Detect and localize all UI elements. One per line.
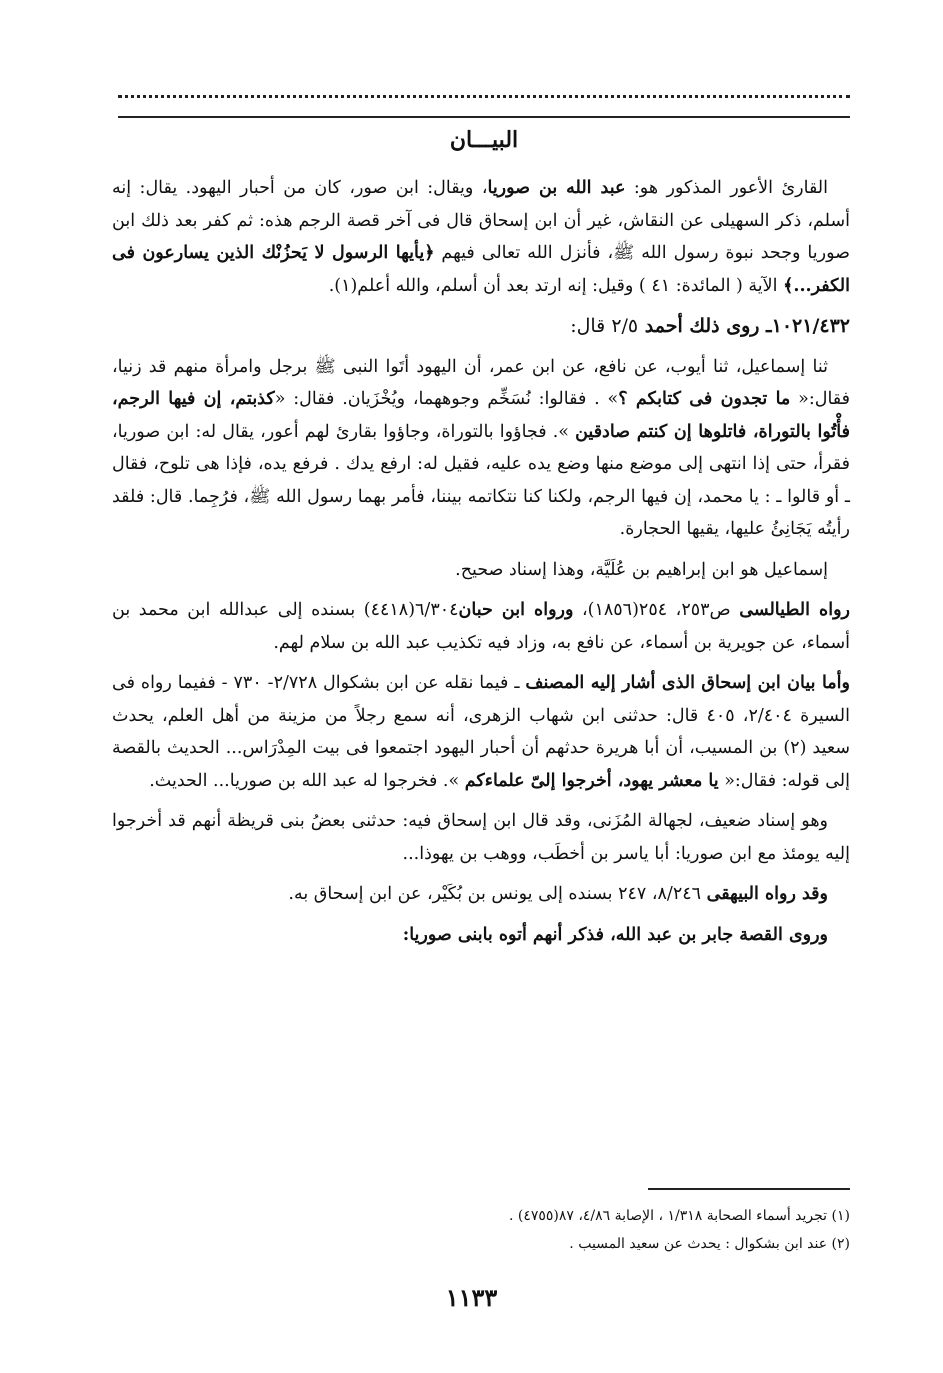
paragraph-6: وهو إسناد ضعيف، لجهالة المُزَنى، وقد قال ابن إسحاق فيه: حدثنى بعضُ بنى قريظة أنهم قد أخرجوا إليه يومئذ مع ابن صوريا: أبا ياسر بن أخطَب، ووهب بن يهوذا... bbox=[112, 811, 850, 864]
heading-ref: ٢/٥ قال: bbox=[570, 315, 639, 337]
hadith-heading bbox=[112, 310, 850, 343]
paragraph-1 bbox=[112, 172, 850, 302]
bold-quote: ما تجدون فى كتابكم ؟ bbox=[618, 389, 791, 409]
text-span: القارئ الأعور المذكور هو: bbox=[625, 178, 828, 198]
source-name: رواه الطيالسى bbox=[739, 600, 850, 620]
footnote-1: (١) تجريد أسماء الصحابة ١/٣١٨ ، الإصابة ٤/٨٦، ٨٧(٤٧٥٥) . bbox=[508, 1208, 850, 1224]
text-span: ٦/٣٠٤(٤٤١٨) بسنده إلى عبدالله ابن محمد بن أسماء، عن جويرية بن أسماء، عن نافع به، وزاد فيه تكذيب عبد الله بن سلام لهم. bbox=[112, 600, 850, 653]
paragraph-4 bbox=[112, 594, 850, 659]
text-span: ص٢٥٣، ٢٥٤(١٨٥٦)، bbox=[573, 600, 740, 620]
bold-quote: كذبتم، إن فيها الرجم، فأْتُوا بالتوراة، فاتلوها إن كنتم صادقين bbox=[112, 389, 850, 442]
text-span: الآية ( المائدة: ٤١ ) وقيل: إنه ارتد بعد أن أسلم، والله أعلم(١). bbox=[328, 275, 784, 296]
paragraph-2 bbox=[112, 351, 850, 546]
page-number: ١١٣٣ bbox=[445, 1283, 498, 1312]
page-title: البيـــان bbox=[449, 127, 519, 153]
paragraph-3: إسماعيل هو ابن إبراهيم بن عُلَيَّة، وهذا إسناد صحيح. bbox=[455, 559, 828, 580]
footnote-2: (٢) عند ابن بشكوال : يحدث عن سعيد المسيب . bbox=[569, 1236, 850, 1252]
bold-lead: وأما بيان ابن إسحاق الذى أشار إليه المصنف bbox=[525, 673, 850, 693]
text-span: ٨/٢٤٦، ٢٤٧ بسنده إلى يونس بن بُكَيْر، عن ابن إسحاق به. bbox=[288, 884, 707, 904]
bold-quote: يا معشر يهود، أخرجوا إلىّ علماءكم bbox=[464, 770, 719, 791]
bold-line: وروى القصة جابر بن عبد الله، فذكر أنهم أتوه بابنى صوريا: bbox=[402, 924, 828, 945]
main-text bbox=[112, 172, 850, 959]
text-span: ». فخرجوا له عبد الله بن صوريا... الحديث. bbox=[149, 770, 465, 791]
heading-number: ١٠٢١/٤٣٢ـ روى ذلك أحمد bbox=[638, 315, 850, 337]
footnote-rule bbox=[648, 1188, 850, 1190]
header-rule bbox=[118, 116, 850, 118]
text-span: ـ فيما نقله عن ابن بشكوال ٢/٧٢٨- ٧٣٠ - ففيما رواه فى السيرة ٢/٤٠٤، ٤٠٥ قال: حدثنى ابن شهاب الزهرى، أنه سمع رجلاً من مزينة من أهل العلم، يحدث سعيد (٢) بن المسيب، أن أبا هريرة حدثهم أن أحبار اليهود اجتمعوا فى بيت المِدْرَاس... الحديث بالقصة إلى قوله: فقال:« bbox=[112, 673, 850, 791]
footnotes bbox=[112, 1202, 850, 1258]
text-span: ، ويقال: ابن صور، كان من أحبار اليهود. يقال: إنه أسلم، ذكر السهيلى عن النقاش، غير أن ابن إسحاق قال فى آخر قصة الرجم هذه: ثم كفر بعد ذلك ابن صوريا وجحد نبوة رسول الله ﷺ، فأنزل الله تعالى فيهم bbox=[112, 178, 850, 263]
paragraph-8 bbox=[112, 919, 850, 952]
text-span: » . فقالوا: نُسَخِّم وجوههما، ويُخْزَيان. فقال: « bbox=[274, 389, 619, 409]
paragraph-7 bbox=[112, 878, 850, 911]
source-name: ورواه ابن حبان bbox=[458, 600, 574, 620]
bold-name: عبد الله بن صوريا bbox=[487, 178, 626, 198]
text-span: ثنا إسماعيل، ثنا أيوب، عن نافع، عن ابن عمر، أن اليهود أتَوا النبى ﷺ برجل وامرأة منهم قد زنيا، فقال:« bbox=[112, 356, 850, 409]
quran-verse: ﴿يأيها الرسول لا يَحزُنْك الذين يسارعون فى الكفر...﴾ bbox=[112, 243, 850, 296]
paragraph-5 bbox=[112, 667, 850, 797]
dotted-separator bbox=[118, 80, 850, 98]
text-span: ». فجاؤوا بالتوراة، وجاؤوا بقارئ لهم أعور، يقال له: ابن صوريا، فقرأ، حتى إذا انتهى إلى موضع منها وضع يده عليه، فقيل له: ارفع يدك . فرفع يده، فإذا هى تلوح، فقال ـ أو قالوا ـ : يا محمد، إن فيها الرجم، ولكنا كنا نتكاتمه بيننا، فأمر بهما رسول الله ﷺ، فرُجِما. قال: فلقد رأيتُه يَجَانِئُ عليها، يقيها الحجارة. bbox=[112, 421, 850, 539]
source-name: وقد رواه البيهقى bbox=[706, 884, 828, 904]
